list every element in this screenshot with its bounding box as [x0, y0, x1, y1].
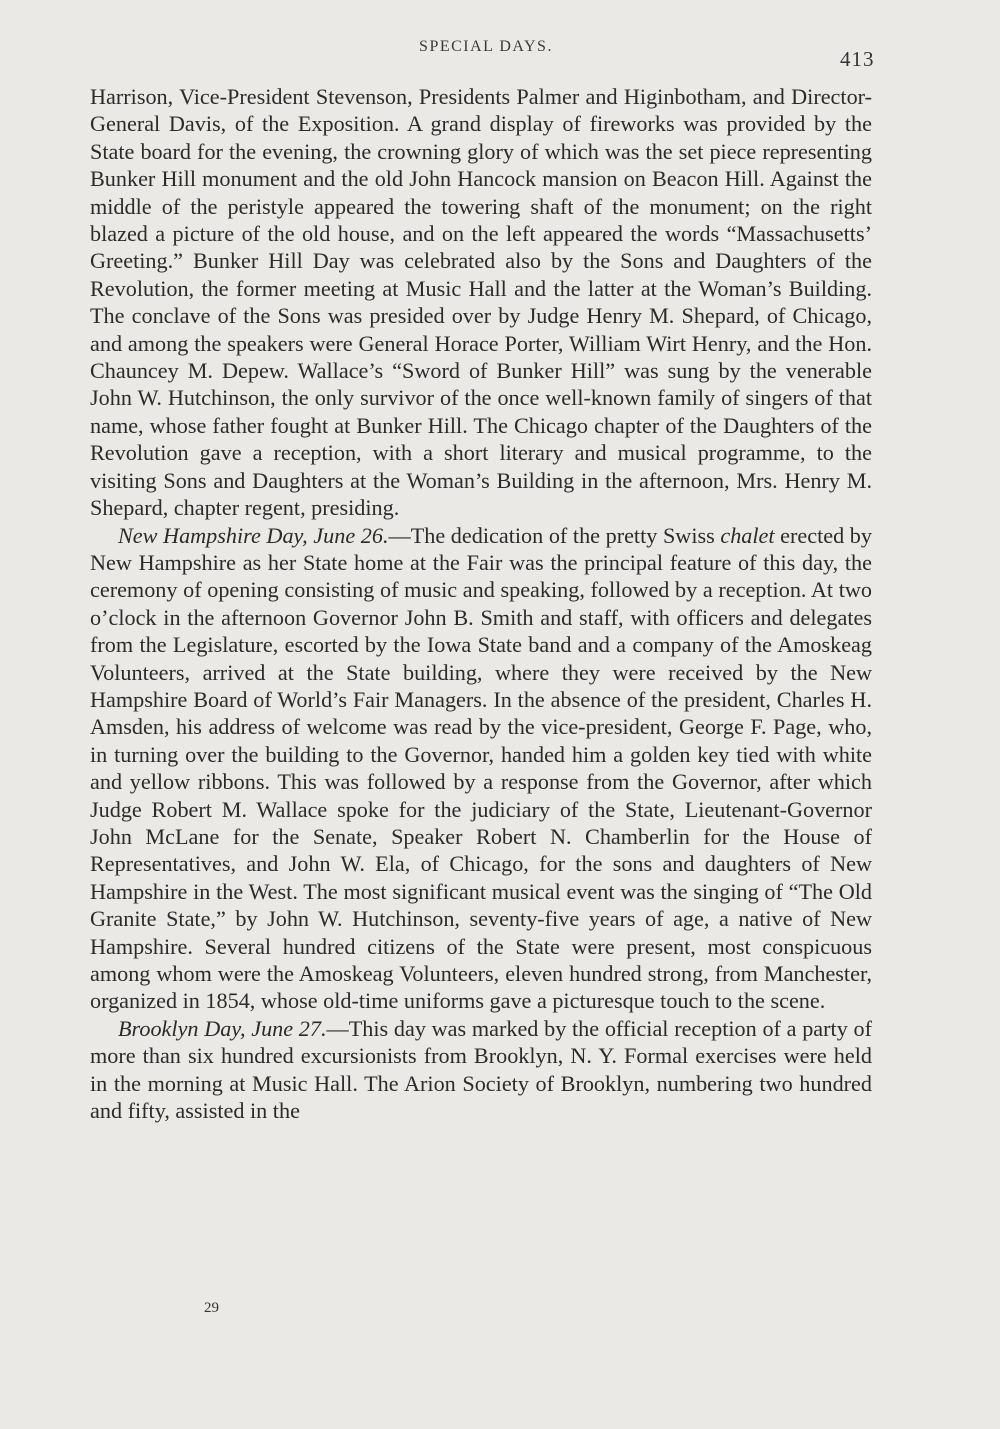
paragraph-brooklyn-day [90, 1015, 872, 1125]
signature-mark: 29 [204, 1300, 219, 1316]
paragraph-text: —This day was marked by the official reception of a party of more than six hundred excursionists from Brooklyn, N. Y. Formal exercises were held in the morning at Music Hall. The Arion Society of Brooklyn, numbering two hundred and fifty, assisted in the [90, 1015, 872, 1124]
paragraph-heading: Brooklyn Day, June 27. [118, 1015, 327, 1041]
running-title: SPECIAL DAYS. [419, 38, 553, 55]
paragraph-heading: New Hampshire Day, June 26. [118, 522, 389, 548]
paragraph-text: erected by New Hampshire as her State home at the Fair was the principal feature of this day, the ceremony of opening consisting of music and speaking, followed by a reception. At two o’clock in the afternoon Governor John B. Smith and staff, with officers and delegates from the Legislature, escorted by the Iowa State band and a company of the Amoskeag Volunteers, arrived at the State building, where they were received by the New Hampshire Board of World’s Fair Managers. In the absence of the president, Charles H. Amsden, his address of welcome was read by the vice-president, George F. Page, who, in turning over the building to the Governor, handed him a golden key tied with white and yellow ribbons. This was followed by a response from the Governor, after which Judge Robert M. Wallace spoke for the judiciary of the State, Lieutenant-Governor John McLane for the Senate, Speaker Robert N. Chamberlin for the House of Representatives, and John W. Ela, of Chicago, for the sons and daughters of New Hampshire in the West. The most significant musical event was the singing of “The Old Granite State,” by John W. Hutchinson, seventy-five years of age, a native of New Hampshire. Several hundred citizens of the State were present, most conspicuous among whom were the Amoskeag Volunteers, eleven hundred strong, from Manchester, organized in 1854, whose old-time uniforms gave a picturesque touch to the scene. [90, 522, 872, 1014]
italic-term: chalet [720, 522, 775, 548]
paragraph-continued: Harrison, Vice-President Stevenson, Presidents Palmer and Higinbotham, and Director-General Davis, of the Exposition. A grand display of fireworks was provided by the State board for the evening, the crowning glory of which was the set piece representing Bunker Hill monument and the old John Hancock mansion on Beacon Hill. Against the middle of the peristyle appeared the towering shaft of the monument; on the right blazed a picture of the old house, and on the left appeared the words “Massachusetts’ Greeting.” Bunker Hill Day was celebrated also by the Sons and Daughters of the Revolution, the former meeting at Music Hall and the latter at the Woman’s Building. The conclave of the Sons was presided over by Judge Henry M. Shepard, of Chicago, and among the speakers were General Horace Porter, William Wirt Henry, and the Hon. Chauncey M. Depew. Wallace’s “Sword of Bunker Hill” was sung by the venerable John W. Hutchinson, the only survivor of the once well-known family of singers of that name, whose father fought at Bunker Hill. The Chicago chapter of the Daughters of the Revolution gave a reception, with a short literary and musical programme, to the visiting Sons and Daughters at the Woman’s Building in the afternoon, Mrs. Henry M. Shepard, chapter regent, presiding. [90, 84, 872, 521]
paragraph-text: —The dedication of the pretty Swiss [388, 522, 721, 548]
page-number: 413 [840, 47, 875, 71]
body-text [90, 83, 872, 1124]
paragraph-new-hampshire-day [90, 522, 872, 1015]
